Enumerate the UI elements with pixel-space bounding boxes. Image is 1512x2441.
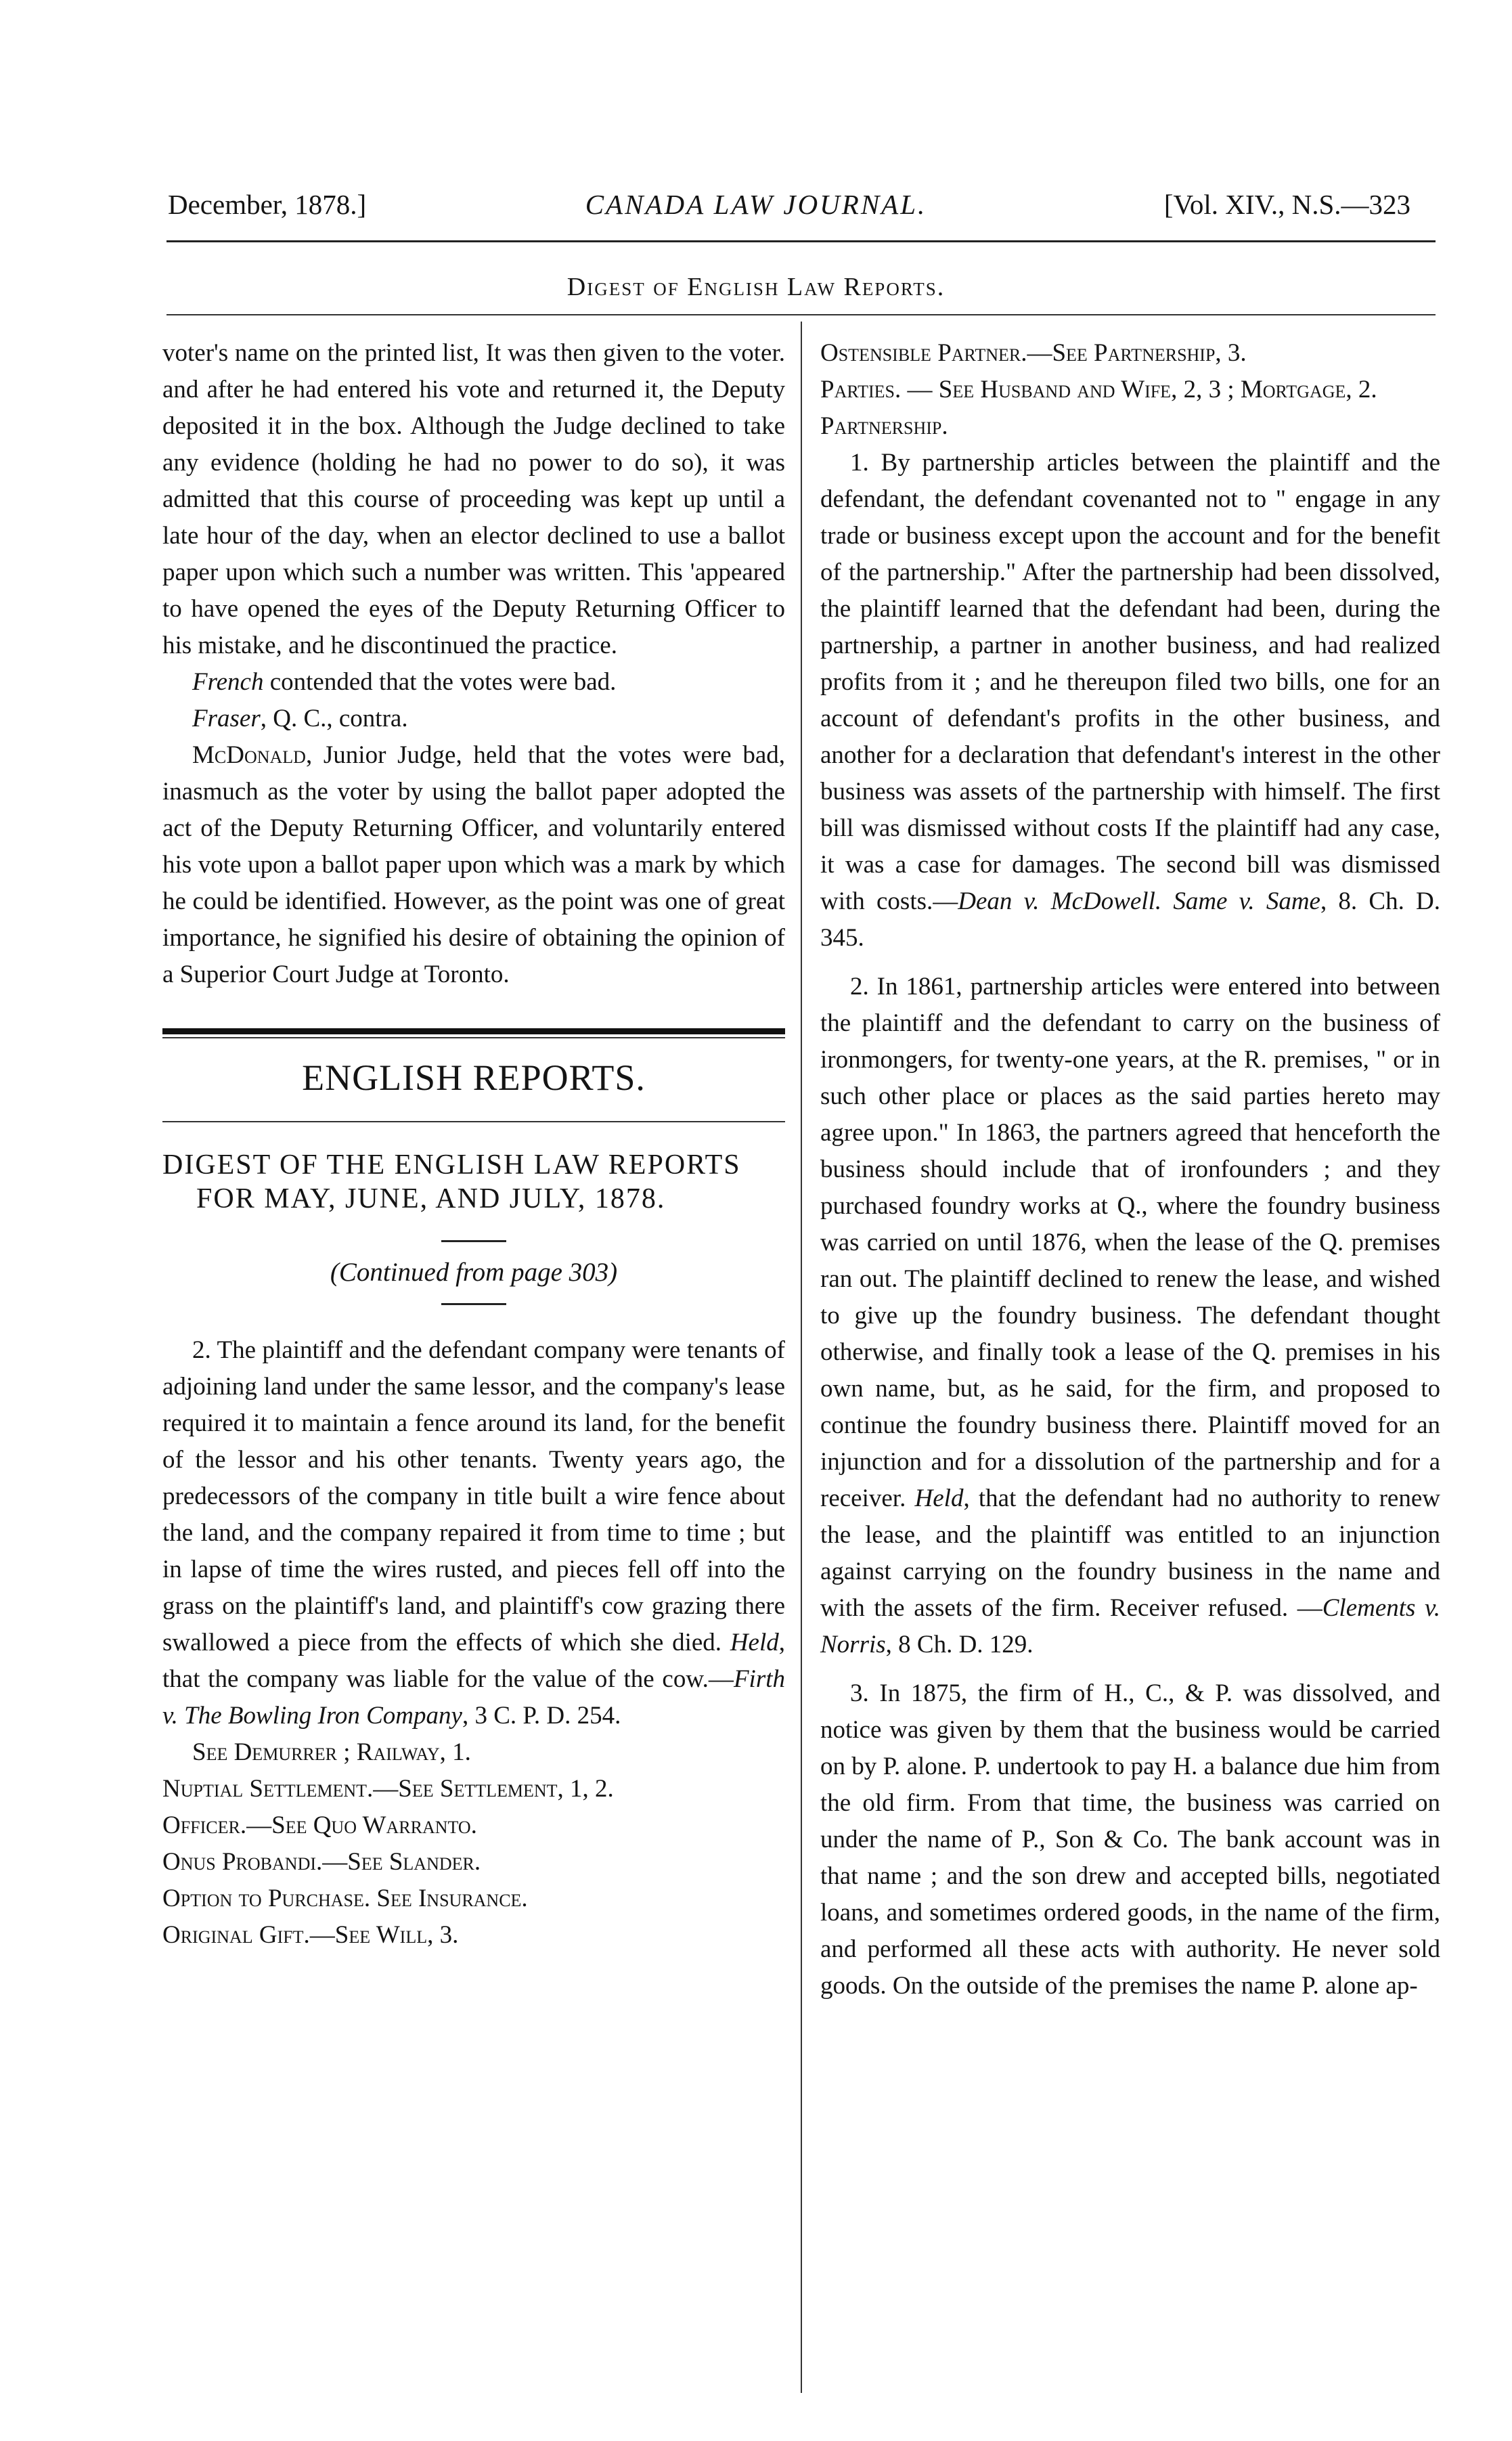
index-entry: Nuptial Settlement.—See Settlement, 1, 2. — [162, 1775, 614, 1803]
section-thick-rule — [162, 1028, 785, 1034]
running-head-title: CANADA LAW JOURNAL. — [585, 189, 927, 220]
index-entry: Officer.—See Quo Warranto. — [162, 1811, 477, 1839]
fraser-paragraph — [162, 701, 785, 737]
judgment-paragraph — [162, 737, 785, 993]
continued-note: (Continued from page 303) — [330, 1258, 618, 1287]
paragraph-text: 2. The plaintiff and the defendant company were tenants of adjoining land under the same lessor, and the company's lease required it to maintain a fence around its land, for the benefit of the lessor and his other tenants. Twenty years ago, the predecessors of the company in title built a wire fence about the land, and the company repaired it from time to time ; but in lapse of time the wires rusted, and pieces fell off into the grass on the plaintiff's land, and plaintiff's cow grazing there swallowed a piece from the effects of which she died. — [162, 1336, 785, 1656]
digest-title: DIGEST OF THE ENGLISH LAW REPORTS FOR MAY, JUNE, AND JULY, 1878. — [162, 1149, 741, 1214]
partnership-entry-1 — [820, 445, 1440, 956]
french-paragraph — [162, 664, 785, 701]
paragraph-text: , that the defendant had no authority to renew the lease, and the plaintiff was entitled to an injunction against carrying on the foundry business in the name and with the assets of the firm. Receiver refused. — — [820, 1485, 1440, 1622]
column-divider — [801, 322, 802, 2393]
index-entry: Parties. — See Husband and Wife, 2, 3 ; Mortgage, 2. — [820, 376, 1377, 403]
case-name: Firth v. The Bowling Iron Company — [162, 1665, 785, 1730]
counsel-name: French — [192, 668, 264, 696]
paragraph-text: 2. In 1861, partnership articles were entered into between the plaintiff and the defendant to carry on the business of ironmongers, for twenty-one years, at the R. premises, " or in such other place or places as the said parties hereto may agree upon." In 1863, the partners agreed that henceforth the business should include that of ironfounders ; and they purchased foundry works at Q., where the foundry business was carried on until 1876, when the lease of the Q. premises ran out. The plaintiff declined to renew the lease, and wished to give up the foundry business. The defendant thought otherwise, and finally took a lease of the Q. premises in his own name, but, as he said, for the firm, and proposed to continue the foundry business there. Plaintiff moved for an injunction and for a dissolution of the partnership and for a receiver. — [820, 973, 1440, 1512]
index-entry: Option to Purchase. See Insurance. — [162, 1885, 528, 1912]
index-entry: Original Gift.—See Will, 3. — [162, 1921, 459, 1949]
paragraph-text: , that the company was liable for the value of the cow.— — [162, 1629, 785, 1693]
paragraph-text: 1. By partnership articles between the plaintiff and the defendant, the defendant covenanted not to " engage in any trade or business except upon the account and for the benefit of the partnership." After the partnership had been dissolved, the plaintiff learned that the defendant had been, during the partnership, a partner in another business, and had realized profits from it ; and he thereupon filed two bills, one for an account of defendant's profits in the other business, and another for a declaration that defendant's interest in the other business was assets of the partnership with himself. The first bill was dismissed without costs If the plaintiff had any case, it was a case for damages. The second bill was dismissed with costs.— — [820, 449, 1440, 915]
partnership-entry-3: 3. In 1875, the firm of H., C., & P. was dissolved, and notice was given by them that the business would be carried on by P. alone. P. undertook to pay H. a balance due him from the old firm. From that time, the business was carried on under the name of P., Son & Co. The bank account was in that name ; and the son drew and accepted bills, negotiated loans, and sometimes ordered goods, in the name of the firm, and performed all these acts with authority. He never sold goods. On the outside of the premises the name P. alone ap- — [820, 1679, 1440, 2000]
case-name: Clements v. Norris — [820, 1594, 1440, 1658]
case-citation: , 8. Ch. D. 345. — [820, 887, 1441, 952]
case-citation: , 3 C. P. D. 254. — [462, 1702, 621, 1730]
partnership-entry-2 — [820, 969, 1440, 1663]
header-rule — [166, 240, 1436, 242]
index-entry: Onus Probandi.—See Slander. — [162, 1848, 481, 1876]
section-title: ENGLISH REPORTS. — [302, 1057, 646, 1098]
held-label: Held — [730, 1629, 779, 1656]
opening-paragraph: voter's name on the printed list, It was then given to the voter. and after he had entered his vote and returned it, the Deputy deposited it in the box. Although the Judge declined to take any evidence (holding he had no power to do so), it was admitted that this course of proceeding was kept up until a late hour of the day, when an elector declined to use a ballot paper upon which such a number was written. This 'appeared to have opened the eyes of the Deputy Returning Officer to his mistake, and he discontinued the practice. — [162, 339, 785, 659]
right-column — [820, 335, 1440, 2004]
case-citation: , 8 Ch. D. 129. — [885, 1631, 1033, 1658]
left-column — [162, 335, 785, 1954]
case-name: Dean v. McDowell. Same v. Same — [958, 887, 1320, 915]
running-head-date: December, 1878.] — [168, 189, 367, 220]
counsel-name: Fraser — [192, 705, 261, 732]
running-head-volume: [Vol. XIV., N.S.—323 — [1163, 189, 1410, 220]
partnership-heading: Partnership. — [820, 412, 948, 440]
section-subheading: Digest of English Law Reports. — [566, 273, 946, 301]
digest-entry-2 — [162, 1332, 785, 1734]
paragraph-text: contended that the votes were bad. — [263, 668, 617, 696]
subheading-rule — [166, 314, 1436, 315]
paragraph-text: , Junior Judge, held that the votes were bad, inasmuch as the voter by using the ballot paper adopted the act of the Deputy Returning Officer, and voluntarily entered his vote upon a ballot paper upon which was a mark by which he could be identified. However, as the point was one of great importance, he signified his desire of obtaining the opinion of a Superior Court Judge at Toronto. — [162, 741, 785, 988]
index-entry: Ostensible Partner.—See Partnership, 3. — [820, 339, 1247, 367]
judge-name: McDonald — [192, 741, 306, 769]
paragraph-text: , Q. C., contra. — [260, 705, 408, 732]
cross-reference: See Demurrer ; Railway, 1. — [192, 1738, 471, 1766]
held-label: Held — [914, 1485, 964, 1512]
